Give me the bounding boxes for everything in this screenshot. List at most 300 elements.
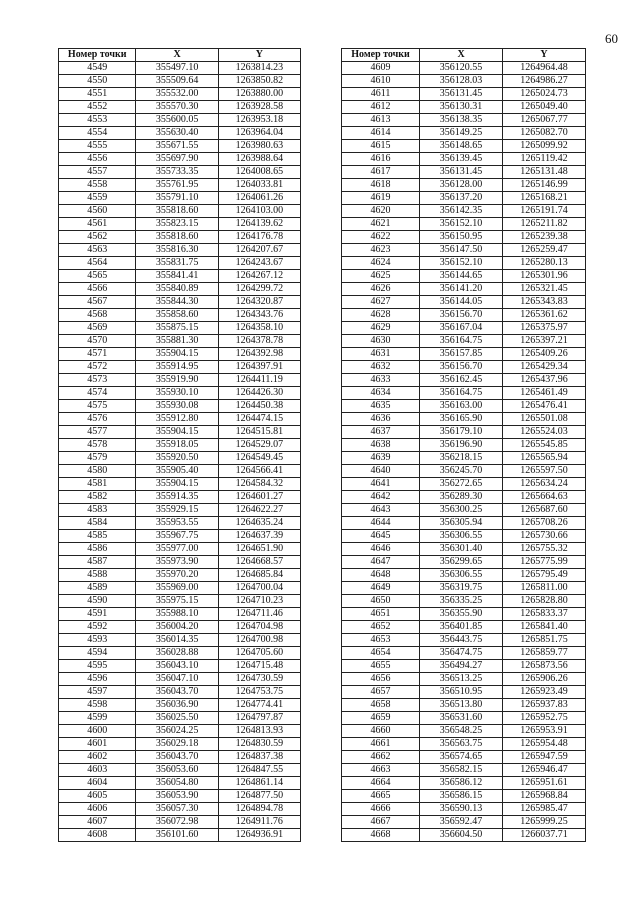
x-coordinate-cell: 356036.90	[136, 699, 218, 712]
point-number-cell: 4586	[59, 543, 136, 556]
y-coordinate-cell: 1265461.49	[503, 387, 586, 400]
table-row	[342, 283, 586, 296]
x-coordinate-cell: 355858.60	[136, 309, 218, 322]
y-coordinate-cell: 1263850.82	[218, 75, 300, 88]
point-number-cell: 4567	[59, 296, 136, 309]
table-row	[342, 322, 586, 335]
point-number-cell: 4651	[342, 608, 420, 621]
point-number-cell: 4577	[59, 426, 136, 439]
y-coordinate-cell: 1265397.21	[503, 335, 586, 348]
point-number-cell: 4550	[59, 75, 136, 88]
x-coordinate-cell: 355953.55	[136, 517, 218, 530]
x-coordinate-cell: 356004.20	[136, 621, 218, 634]
y-coordinate-cell: 1264797.87	[218, 712, 300, 725]
table-row	[342, 530, 586, 543]
point-number-cell: 4551	[59, 88, 136, 101]
table-row	[59, 595, 301, 608]
x-coordinate-cell: 356164.75	[420, 335, 503, 348]
table-row	[342, 179, 586, 192]
point-number-cell: 4575	[59, 400, 136, 413]
x-coordinate-cell: 356144.05	[420, 296, 503, 309]
table-row	[342, 140, 586, 153]
x-coordinate-cell: 356025.50	[136, 712, 218, 725]
y-coordinate-cell: 1264877.50	[218, 790, 300, 803]
point-number-cell: 4614	[342, 127, 420, 140]
x-coordinate-cell: 356305.94	[420, 517, 503, 530]
table-row	[59, 530, 301, 543]
point-number-cell: 4603	[59, 764, 136, 777]
x-coordinate-cell: 356130.31	[420, 101, 503, 114]
x-coordinate-cell: 355904.15	[136, 426, 218, 439]
table-row	[59, 738, 301, 751]
x-coordinate-cell: 355733.35	[136, 166, 218, 179]
table-header-row	[342, 49, 586, 62]
table-row	[59, 504, 301, 517]
point-number-cell: 4582	[59, 491, 136, 504]
table-row	[342, 465, 586, 478]
x-coordinate-cell: 356443.75	[420, 634, 503, 647]
point-number-cell: 4592	[59, 621, 136, 634]
x-coordinate-cell: 355816.30	[136, 244, 218, 257]
point-number-cell: 4572	[59, 361, 136, 374]
table-row	[342, 439, 586, 452]
table-row	[342, 374, 586, 387]
table-row	[59, 257, 301, 270]
point-number-cell: 4585	[59, 530, 136, 543]
table-row	[342, 335, 586, 348]
y-coordinate-cell: 1264378.78	[218, 335, 300, 348]
table-row	[59, 101, 301, 114]
table-row	[342, 621, 586, 634]
x-coordinate-cell: 356592.47	[420, 816, 503, 829]
point-number-cell: 4623	[342, 244, 420, 257]
table-row	[59, 465, 301, 478]
point-number-cell: 4613	[342, 114, 420, 127]
point-number-cell: 4610	[342, 75, 420, 88]
point-number-cell: 4591	[59, 608, 136, 621]
x-coordinate-cell: 355904.15	[136, 478, 218, 491]
x-coordinate-cell: 355904.15	[136, 348, 218, 361]
point-number-cell: 4559	[59, 192, 136, 205]
point-number-cell: 4637	[342, 426, 420, 439]
point-number-cell: 4622	[342, 231, 420, 244]
y-coordinate-cell: 1265375.97	[503, 322, 586, 335]
y-coordinate-cell: 1266037.71	[503, 829, 586, 842]
y-coordinate-cell: 1265239.38	[503, 231, 586, 244]
point-number-cell: 4604	[59, 777, 136, 790]
x-coordinate-cell: 355977.00	[136, 543, 218, 556]
table-row	[59, 647, 301, 660]
y-coordinate-cell: 1265937.83	[503, 699, 586, 712]
table-row	[59, 127, 301, 140]
table-row	[342, 426, 586, 439]
point-number-cell: 4649	[342, 582, 420, 595]
point-number-cell: 4597	[59, 686, 136, 699]
point-number-cell: 4664	[342, 777, 420, 790]
y-coordinate-cell: 1264894.78	[218, 803, 300, 816]
y-coordinate-cell: 1264243.67	[218, 257, 300, 270]
point-number-cell: 4638	[342, 439, 420, 452]
y-coordinate-cell: 1264566.41	[218, 465, 300, 478]
table-row	[342, 608, 586, 621]
point-number-cell: 4570	[59, 335, 136, 348]
point-number-cell: 4635	[342, 400, 420, 413]
y-coordinate-cell: 1265024.73	[503, 88, 586, 101]
x-coordinate-cell: 356152.10	[420, 257, 503, 270]
point-number-cell: 4571	[59, 348, 136, 361]
table-row	[59, 439, 301, 452]
x-coordinate-cell: 356141.20	[420, 283, 503, 296]
table-row	[59, 569, 301, 582]
point-number-cell: 4668	[342, 829, 420, 842]
table-row	[342, 660, 586, 673]
y-coordinate-cell: 1264397.91	[218, 361, 300, 374]
point-number-cell: 4660	[342, 725, 420, 738]
point-number-cell: 4619	[342, 192, 420, 205]
x-coordinate-cell: 356319.75	[420, 582, 503, 595]
y-coordinate-cell: 1263953.18	[218, 114, 300, 127]
point-number-cell: 4642	[342, 491, 420, 504]
table-row	[342, 777, 586, 790]
y-coordinate-cell: 1265545.85	[503, 439, 586, 452]
table-row	[59, 166, 301, 179]
point-number-cell: 4581	[59, 478, 136, 491]
point-number-cell: 4560	[59, 205, 136, 218]
y-coordinate-cell: 1265775.99	[503, 556, 586, 569]
table-row	[342, 192, 586, 205]
table-row	[59, 582, 301, 595]
table-row	[342, 244, 586, 257]
table-row	[59, 816, 301, 829]
table-row	[342, 296, 586, 309]
table-row	[342, 166, 586, 179]
table-row	[59, 270, 301, 283]
x-coordinate-cell: 356306.55	[420, 530, 503, 543]
point-number-cell: 4583	[59, 504, 136, 517]
y-coordinate-cell: 1264911.76	[218, 816, 300, 829]
y-coordinate-cell: 1264529.07	[218, 439, 300, 452]
table-row	[59, 777, 301, 790]
table-row	[342, 205, 586, 218]
x-header: X	[420, 49, 503, 62]
y-coordinate-cell: 1265211.82	[503, 218, 586, 231]
y-coordinate-cell: 1265429.34	[503, 361, 586, 374]
y-coordinate-cell: 1264207.67	[218, 244, 300, 257]
point-number-cell: 4630	[342, 335, 420, 348]
table-row	[342, 517, 586, 530]
y-coordinate-cell: 1264847.55	[218, 764, 300, 777]
point-number-cell: 4636	[342, 413, 420, 426]
point-number-cell: 4566	[59, 283, 136, 296]
table-row	[59, 62, 301, 75]
x-coordinate-cell: 355630.40	[136, 127, 218, 140]
x-coordinate-cell: 356301.40	[420, 543, 503, 556]
point-number-cell: 4657	[342, 686, 420, 699]
y-coordinate-cell: 1265409.26	[503, 348, 586, 361]
y-coordinate-cell: 1264267.12	[218, 270, 300, 283]
x-coordinate-cell: 355509.64	[136, 75, 218, 88]
table-row	[342, 270, 586, 283]
y-coordinate-cell: 1265361.62	[503, 309, 586, 322]
y-coordinate-cell: 1264637.39	[218, 530, 300, 543]
point-number-cell: 4631	[342, 348, 420, 361]
y-coordinate-cell: 1265687.60	[503, 504, 586, 517]
x-coordinate-cell: 356513.80	[420, 699, 503, 712]
x-coordinate-cell: 356548.25	[420, 725, 503, 738]
table-row	[59, 426, 301, 439]
x-coordinate-cell: 356162.45	[420, 374, 503, 387]
y-coordinate-cell: 1265755.32	[503, 543, 586, 556]
point-number-cell: 4568	[59, 309, 136, 322]
table-row	[59, 452, 301, 465]
table-row	[342, 725, 586, 738]
table-row	[342, 88, 586, 101]
y-coordinate-cell: 1265968.84	[503, 790, 586, 803]
point-number-cell: 4555	[59, 140, 136, 153]
point-number-cell: 4587	[59, 556, 136, 569]
point-number-cell: 4595	[59, 660, 136, 673]
table-row	[59, 153, 301, 166]
x-coordinate-cell: 355918.05	[136, 439, 218, 452]
y-coordinate-cell: 1265795.49	[503, 569, 586, 582]
y-coordinate-cell: 1264601.27	[218, 491, 300, 504]
y-coordinate-cell: 1264584.32	[218, 478, 300, 491]
y-coordinate-cell: 1265321.45	[503, 283, 586, 296]
point-number-cell: 4667	[342, 816, 420, 829]
table-row	[342, 491, 586, 504]
point-number-cell: 4643	[342, 504, 420, 517]
x-coordinate-cell: 356024.25	[136, 725, 218, 738]
point-number-cell: 4626	[342, 283, 420, 296]
y-coordinate-cell: 1265146.99	[503, 179, 586, 192]
point-number-cell: 4632	[342, 361, 420, 374]
y-coordinate-cell: 1265873.56	[503, 660, 586, 673]
table-row	[59, 673, 301, 686]
point-number-cell: 4598	[59, 699, 136, 712]
x-coordinate-cell: 356157.85	[420, 348, 503, 361]
y-coordinate-cell: 1265946.47	[503, 764, 586, 777]
y-coordinate-cell: 1264837.38	[218, 751, 300, 764]
table-row	[59, 790, 301, 803]
point-number-cell: 4666	[342, 803, 420, 816]
x-coordinate-cell: 355929.15	[136, 504, 218, 517]
x-coordinate-cell: 356144.65	[420, 270, 503, 283]
y-coordinate-cell: 1264343.76	[218, 309, 300, 322]
table-row	[342, 348, 586, 361]
table-row	[342, 556, 586, 569]
y-coordinate-cell: 1265565.94	[503, 452, 586, 465]
table-row	[59, 361, 301, 374]
y-coordinate-cell: 1264651.90	[218, 543, 300, 556]
x-coordinate-cell: 355930.10	[136, 387, 218, 400]
y-coordinate-cell: 1265067.77	[503, 114, 586, 127]
point-number-cell: 4607	[59, 816, 136, 829]
x-coordinate-cell: 356101.60	[136, 829, 218, 842]
y-coordinate-cell: 1264008.65	[218, 166, 300, 179]
x-coordinate-cell: 356163.00	[420, 400, 503, 413]
x-coordinate-cell: 356138.35	[420, 114, 503, 127]
x-coordinate-cell: 356047.10	[136, 673, 218, 686]
point-number-cell: 4661	[342, 738, 420, 751]
x-coordinate-cell: 355919.90	[136, 374, 218, 387]
y-coordinate-cell: 1265947.59	[503, 751, 586, 764]
x-coordinate-cell: 356563.75	[420, 738, 503, 751]
table-row	[59, 387, 301, 400]
y-coordinate-cell: 1264730.59	[218, 673, 300, 686]
table-row	[59, 686, 301, 699]
point-number-cell: 4565	[59, 270, 136, 283]
point-number-header: Номер точки	[59, 49, 136, 62]
point-number-cell: 4652	[342, 621, 420, 634]
x-coordinate-cell: 356148.65	[420, 140, 503, 153]
point-number-cell: 4654	[342, 647, 420, 660]
table-row	[59, 556, 301, 569]
table-row	[342, 361, 586, 374]
point-number-cell: 4617	[342, 166, 420, 179]
point-number-cell: 4611	[342, 88, 420, 101]
table-row	[59, 829, 301, 842]
point-number-cell: 4624	[342, 257, 420, 270]
point-number-cell: 4659	[342, 712, 420, 725]
table-row	[59, 192, 301, 205]
y-coordinate-cell: 1264474.15	[218, 413, 300, 426]
table-row	[59, 374, 301, 387]
y-coordinate-cell: 1264964.48	[503, 62, 586, 75]
x-coordinate-cell: 356289.30	[420, 491, 503, 504]
y-coordinate-cell: 1265953.91	[503, 725, 586, 738]
point-number-cell: 4641	[342, 478, 420, 491]
y-coordinate-cell: 1265906.26	[503, 673, 586, 686]
page-number: 60	[605, 31, 618, 46]
table-row	[342, 114, 586, 127]
x-coordinate-cell: 356586.12	[420, 777, 503, 790]
point-number-cell: 4633	[342, 374, 420, 387]
y-coordinate-cell: 1264715.48	[218, 660, 300, 673]
x-coordinate-cell: 356245.70	[420, 465, 503, 478]
point-number-cell: 4549	[59, 62, 136, 75]
x-coordinate-cell: 356147.50	[420, 244, 503, 257]
x-coordinate-cell: 356164.75	[420, 387, 503, 400]
table-header-row	[59, 49, 301, 62]
y-coordinate-cell: 1264936.91	[218, 829, 300, 842]
table-row	[342, 218, 586, 231]
y-coordinate-cell: 1263964.04	[218, 127, 300, 140]
point-number-cell: 4608	[59, 829, 136, 842]
y-coordinate-cell: 1264392.98	[218, 348, 300, 361]
table-row	[59, 244, 301, 257]
point-number-cell: 4605	[59, 790, 136, 803]
table-row	[59, 712, 301, 725]
y-coordinate-cell: 1264705.60	[218, 647, 300, 660]
point-number-cell: 4588	[59, 569, 136, 582]
x-coordinate-cell: 356510.95	[420, 686, 503, 699]
y-coordinate-cell: 1265664.63	[503, 491, 586, 504]
y-coordinate-cell: 1265049.40	[503, 101, 586, 114]
table-row	[342, 62, 586, 75]
y-coordinate-cell: 1263814.23	[218, 62, 300, 75]
table-row	[342, 231, 586, 244]
point-number-cell: 4625	[342, 270, 420, 283]
point-number-cell: 4634	[342, 387, 420, 400]
x-coordinate-cell: 356072.98	[136, 816, 218, 829]
table-row	[59, 75, 301, 88]
point-number-cell: 4653	[342, 634, 420, 647]
y-coordinate-cell: 1265119.42	[503, 153, 586, 166]
table-row	[59, 517, 301, 530]
point-number-cell: 4650	[342, 595, 420, 608]
y-coordinate-cell: 1265954.48	[503, 738, 586, 751]
point-number-cell: 4579	[59, 452, 136, 465]
x-coordinate-cell: 356604.50	[420, 829, 503, 842]
x-coordinate-cell: 356053.60	[136, 764, 218, 777]
x-coordinate-cell: 356054.80	[136, 777, 218, 790]
x-coordinate-cell: 355600.05	[136, 114, 218, 127]
x-coordinate-cell: 356120.55	[420, 62, 503, 75]
table-row	[59, 283, 301, 296]
y-coordinate-cell: 1265168.21	[503, 192, 586, 205]
x-coordinate-cell: 356137.20	[420, 192, 503, 205]
point-number-cell: 4616	[342, 153, 420, 166]
y-coordinate-cell: 1265828.80	[503, 595, 586, 608]
x-coordinate-cell: 355970.20	[136, 569, 218, 582]
point-number-cell: 4573	[59, 374, 136, 387]
x-coordinate-cell: 355920.50	[136, 452, 218, 465]
table-row	[59, 140, 301, 153]
point-number-cell: 4557	[59, 166, 136, 179]
table-row	[59, 179, 301, 192]
table-row	[342, 686, 586, 699]
table-row	[59, 491, 301, 504]
x-coordinate-cell: 355875.15	[136, 322, 218, 335]
table-row	[342, 829, 586, 842]
x-coordinate-cell: 355930.08	[136, 400, 218, 413]
point-number-cell: 4656	[342, 673, 420, 686]
table-row	[59, 725, 301, 738]
x-coordinate-cell: 356574.65	[420, 751, 503, 764]
x-coordinate-cell: 356057.30	[136, 803, 218, 816]
x-coordinate-cell: 356355.90	[420, 608, 503, 621]
y-coordinate-cell: 1264176.78	[218, 231, 300, 244]
table-row	[59, 231, 301, 244]
y-coordinate-cell: 1264700.04	[218, 582, 300, 595]
table-row	[59, 699, 301, 712]
y-coordinate-cell: 1265191.74	[503, 205, 586, 218]
table-row	[59, 322, 301, 335]
table-row	[342, 400, 586, 413]
point-number-cell: 4621	[342, 218, 420, 231]
y-coordinate-cell: 1264320.87	[218, 296, 300, 309]
point-number-cell: 4600	[59, 725, 136, 738]
y-coordinate-cell: 1263880.00	[218, 88, 300, 101]
x-coordinate-cell: 356474.75	[420, 647, 503, 660]
y-coordinate-cell: 1264426.30	[218, 387, 300, 400]
point-number-cell: 4647	[342, 556, 420, 569]
x-header: X	[136, 49, 218, 62]
coordinates-table-left	[58, 48, 301, 842]
y-coordinate-cell: 1265634.24	[503, 478, 586, 491]
x-coordinate-cell: 355988.10	[136, 608, 218, 621]
point-number-cell: 4648	[342, 569, 420, 582]
x-coordinate-cell: 356196.90	[420, 439, 503, 452]
x-coordinate-cell: 356142.35	[420, 205, 503, 218]
x-coordinate-cell: 356401.85	[420, 621, 503, 634]
table-row	[342, 699, 586, 712]
table-row	[342, 75, 586, 88]
x-coordinate-cell: 355881.30	[136, 335, 218, 348]
point-number-header: Номер точки	[342, 49, 420, 62]
table-row	[342, 764, 586, 777]
point-number-cell: 4558	[59, 179, 136, 192]
